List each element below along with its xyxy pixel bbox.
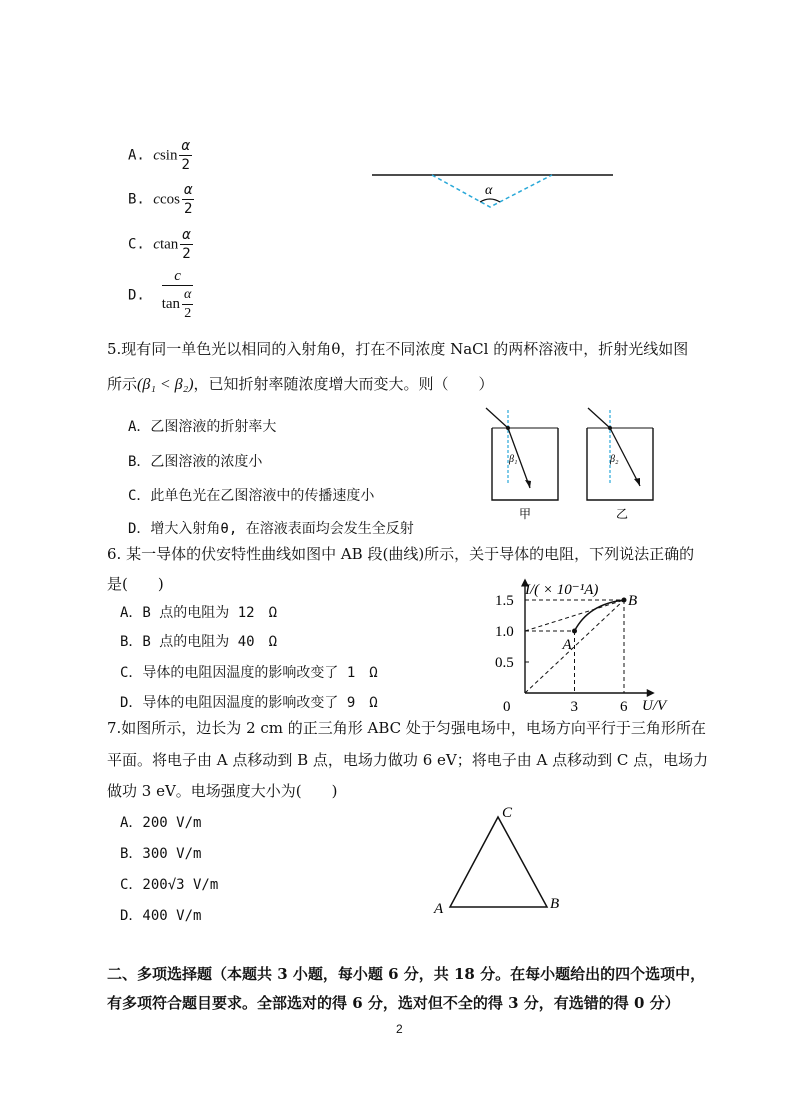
q6-option-b: B．B 点的电阻为 40 Ω <box>120 634 278 650</box>
x-axis-arrow <box>647 689 655 697</box>
beaker-left-label: 甲 <box>519 507 532 521</box>
q6-stem-line1: 6. 某一导体的伏安特性曲线如图中 AB 段(曲线)所示，关于导体的电阻，下列说法正确的 <box>107 545 695 563</box>
beaker-right <box>587 408 653 521</box>
x-tick-label: 3 <box>570 699 578 715</box>
q5-option-c: C．此单色光在乙图溶液中的传播速度小 <box>128 488 375 504</box>
x-tick-label: 0 <box>503 699 511 715</box>
point-b-label: B <box>628 593 638 609</box>
y-axis-label: I/( × 10⁻¹A) <box>525 582 599 598</box>
vertex-c-label: C <box>502 805 513 821</box>
q5-beaker-figure <box>480 400 670 525</box>
beta2-label: β₂ <box>610 454 619 465</box>
q4-option-c: C. ctan $\frac{\alpha}{2}$ <box>128 227 191 262</box>
point-a <box>572 629 577 634</box>
x-axis-label: U/V <box>642 698 667 714</box>
vertex-b-label: B <box>550 896 560 912</box>
q6-option-d: D．导体的电阻因温度的影响改变了 9 Ω <box>120 695 378 711</box>
y-tick-label: 0.5 <box>495 655 514 671</box>
iv-chart <box>470 570 690 715</box>
q4-reflection-figure <box>370 170 620 215</box>
q7-option-c: C．200√3 V/m <box>120 877 219 893</box>
q4-option-a: A. csin $\frac{\alpha}{2}$ <box>128 138 190 173</box>
point-b <box>622 598 627 603</box>
q7-option-b: B．300 V/m <box>120 846 202 862</box>
q7-triangle-figure <box>430 800 570 920</box>
beaker-left <box>486 408 558 521</box>
q6-stem-line2: 是( ) <box>107 575 164 593</box>
q7-stem-line1: 7.如图所示，边长为 2 cm 的正三角形 ABC 处于匀强电场中，电场方向平行于三角形所在 <box>107 719 706 737</box>
q6-option-c: C．导体的电阻因温度的影响改变了 1 Ω <box>120 665 378 681</box>
section2-heading-line1: 二、多项选择题（本题共 3 小题，每小题 6 分，共 18 分。在每小题给出的四个选项中， <box>107 965 706 983</box>
q5-stem-line2: 所示(β₁ < β₂)，已知折射率随浓度增大而变大。则（ ） <box>107 375 494 393</box>
chord-to-b <box>525 600 624 631</box>
q5-option-d: D．增大入射角θ, 在溶液表面均会发生全反射 <box>128 521 414 537</box>
section2-heading-line2: 有多项符合题目要求。全部选对的得 6 分，选对但不全的得 3 分，有选错的得 0 分） <box>107 994 680 1012</box>
angle-arc <box>480 199 500 202</box>
q7-option-d: D．400 V/m <box>120 908 202 924</box>
x-tick-label: 6 <box>620 699 628 715</box>
page-number: 2 <box>396 1022 403 1036</box>
angle-label: α <box>485 183 493 198</box>
q7-stem-line3: 做功 3 eV。电场强度大小为( ) <box>107 782 338 800</box>
vertex-a-label: A <box>434 901 444 917</box>
beta1-label: β₁ <box>509 454 518 465</box>
triangle-abc <box>450 817 547 907</box>
y-tick-label: 1.0 <box>495 624 514 640</box>
beaker-right-label: 乙 <box>616 507 629 521</box>
point-a-label: A <box>562 637 572 653</box>
q5-stem-line1: 5.现有同一单色光以相同的入射角θ，打在不同浓度 NaCl 的两杯溶液中，折射光线如图 <box>107 340 689 358</box>
q5-option-b: B．乙图溶液的浓度小 <box>128 454 263 470</box>
q4-option-d: D. c tan $\frac{\alpha}{2}$ <box>128 268 192 321</box>
q7-option-a: A．200 V/m <box>120 815 202 831</box>
curve-ab <box>575 600 625 631</box>
q4-option-b: B. ccos $\frac{\alpha}{2}$ <box>128 182 193 217</box>
q5-option-a: A．乙图溶液的折射率大 <box>128 419 277 435</box>
q7-stem-line2: 平面。将电子由 A 点移动到 B 点，电场力做功 6 eV；将电子由 A 点移动到 C 点，电场力 <box>107 751 709 769</box>
q6-option-a: A．B 点的电阻为 12 Ω <box>120 605 278 621</box>
y-tick-label: 1.5 <box>495 593 514 609</box>
